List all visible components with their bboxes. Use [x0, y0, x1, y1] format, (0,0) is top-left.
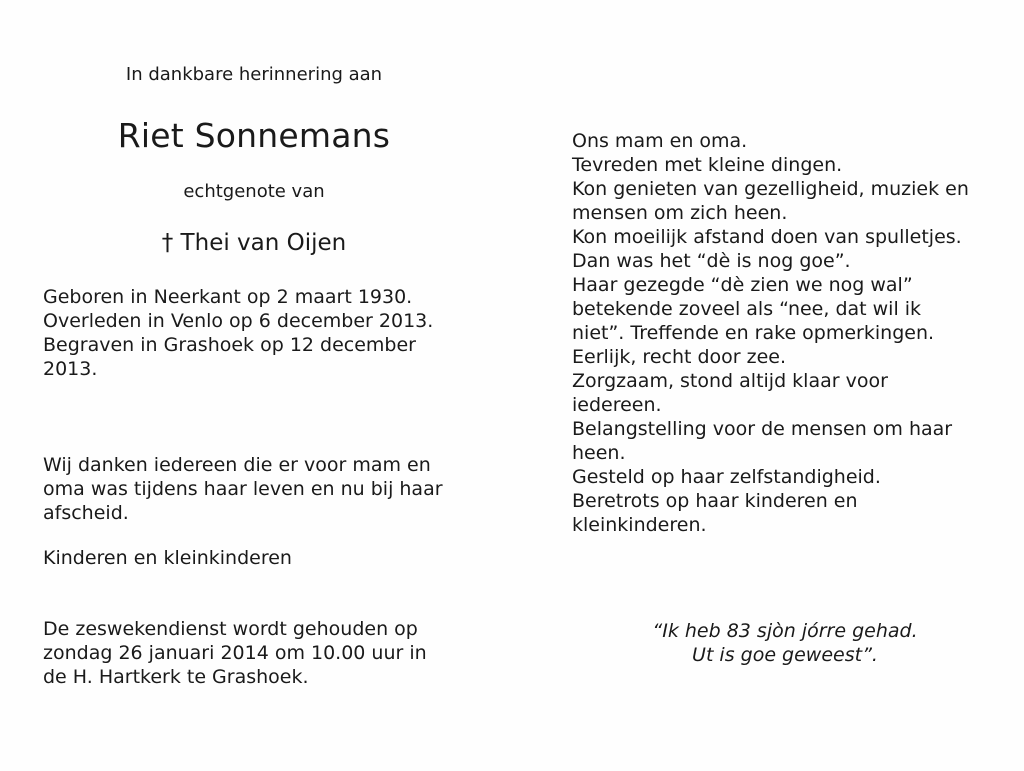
poem-line: Belangstelling voor de mensen om haar: [572, 418, 953, 440]
poem-line: mensen om zich heen.: [572, 202, 788, 224]
poem-line: Eerlijk, recht door zee.: [572, 346, 787, 368]
poem-line: Dan was het “dè is nog goe”.: [572, 250, 851, 272]
thanks-line: oma was tijdens haar leven en nu bij haar: [43, 478, 443, 500]
signed-by: Kinderen en kleinkinderen: [43, 547, 292, 569]
thanks-text: [43, 453, 483, 525]
closing-quote: [620, 619, 950, 667]
thanks-line: Wij danken iedereen die er voor mam en: [43, 454, 431, 476]
poem-line: Beretrots op haar kinderen en: [572, 490, 858, 512]
poem-line: Kon moeilijk afstand doen van spulletjes.: [572, 226, 962, 248]
poem-line: kleinkinderen.: [572, 514, 707, 536]
thanks-line: afscheid.: [43, 502, 129, 524]
service-line: zondag 26 januari 2014 om 10.00 uur in: [43, 642, 427, 664]
service-line: De zeswekendienst wordt gehouden op: [43, 618, 418, 640]
poem-line: iedereen.: [572, 394, 662, 416]
spouse-prefix: echtgenote van: [183, 181, 325, 202]
life-dates: [43, 285, 483, 381]
burial-year-line: 2013.: [43, 358, 98, 380]
poem-line: betekende zoveel als “nee, dat wil ik: [572, 298, 922, 320]
poem-line: Kon genieten van gezelligheid, muziek en: [572, 178, 969, 200]
poem-line: Haar gezegde “dè zien we nog wal”: [572, 274, 913, 296]
poem-line: Tevreden met kleine dingen.: [572, 154, 843, 176]
spouse-name: † Thei van Oijen: [161, 230, 347, 256]
quote-line: Ut is goe geweest”.: [692, 644, 878, 666]
poem-line: Gesteld op haar zelfstandigheid.: [572, 466, 881, 488]
burial-line: Begraven in Grashoek op 12 december: [43, 334, 416, 356]
poem-line: Ons mam en oma.: [572, 130, 748, 152]
poem-line: Zorgzaam, stond altijd klaar voor: [572, 370, 888, 392]
deceased-name: Riet Sonnemans: [117, 116, 391, 155]
poem-line: heen.: [572, 442, 626, 464]
quote-line: “Ik heb 83 sjòn jórre gehad.: [652, 620, 918, 642]
intro-text: In dankbare herinnering aan: [125, 64, 383, 85]
service-line: de H. Hartkerk te Grashoek.: [43, 666, 309, 688]
service-announcement: [43, 617, 483, 689]
birth-line: Geboren in Neerkant op 2 maart 1930.: [43, 286, 413, 308]
memorial-poem: [572, 129, 1002, 537]
death-line: Overleden in Venlo op 6 december 2013.: [43, 310, 434, 332]
poem-line: niet”. Treffende en rake opmerkingen.: [572, 322, 935, 344]
